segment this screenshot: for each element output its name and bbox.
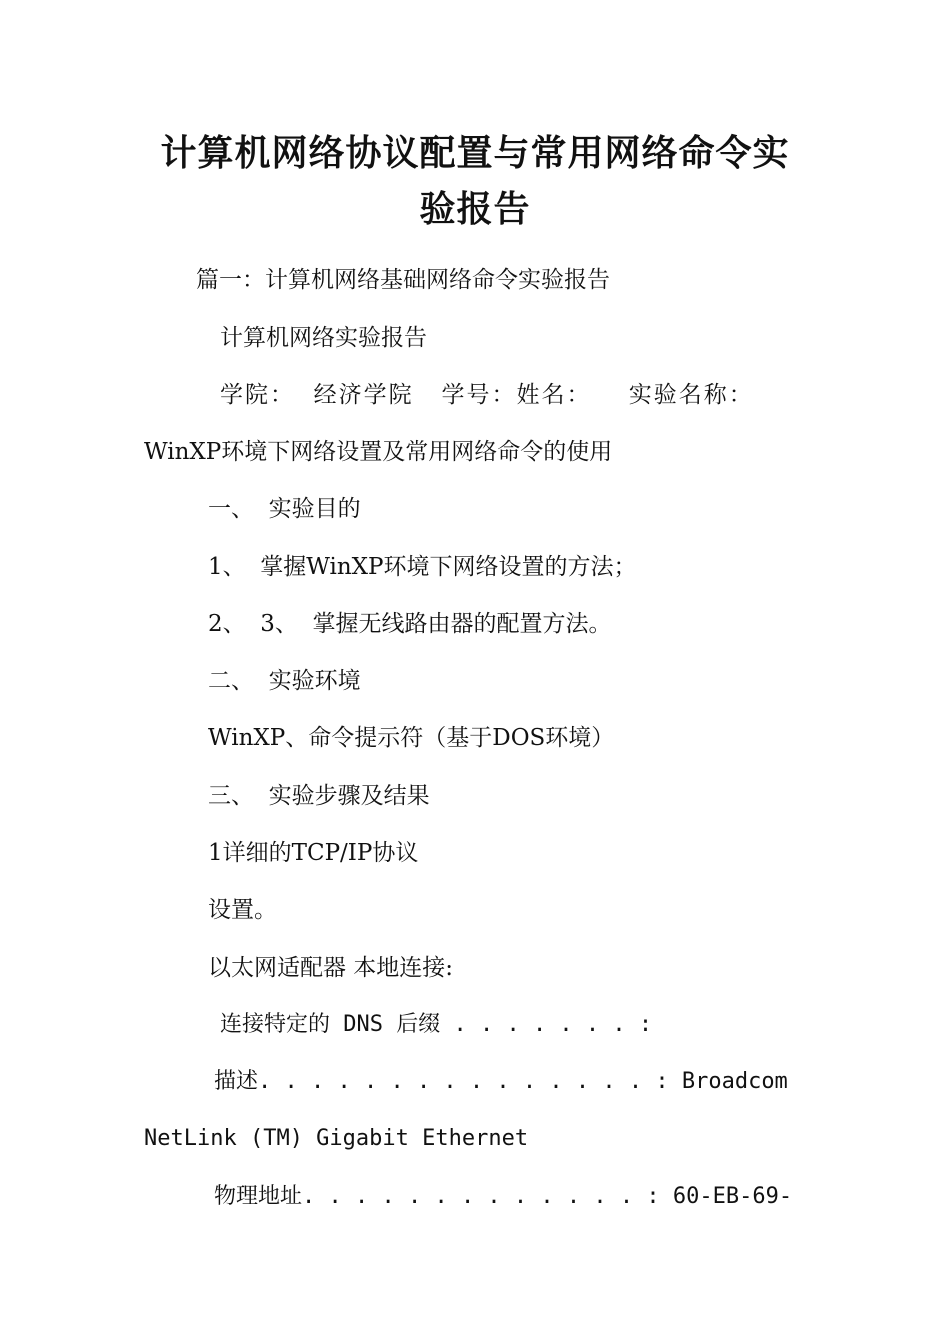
dns-suffix-line: 连接特定的 DNS 后缀 . . . . . . . : [220,1012,653,1037]
heading-steps: 三、 实验步骤及结果 [208,783,430,809]
experiment-name: WinXP环境下网络设置及常用网络命令的使用 [144,439,613,465]
description-line-cont: NetLink (TM) Gigabit Ethernet [144,1126,529,1151]
heading-environment: 二、 实验环境 [208,668,361,694]
purpose-item-2-3: 2、 3、 掌握无线路由器的配置方法。 [208,611,612,637]
purpose-item-1: 1、 掌握WinXP环境下网络设置的方法； [208,554,637,580]
adapter-heading: 以太网适配器 本地连接: [208,955,454,981]
document-title-line-1: 计算机网络协议配置与常用网络命令实 [160,133,790,174]
report-info-line: 学院： 经济学院 学号：姓名： 实验名称： [220,382,754,408]
environment-text: WinXP、命令提示符（基于DOS环境） [208,725,615,751]
step-1-text: 1详细的TCP/IP协议 [208,840,419,866]
step-1-text-cont: 设置。 [208,897,277,923]
physical-address-line: 物理地址. . . . . . . . . . . . . : 60-EB-69- [214,1184,793,1209]
heading-purpose: 一、 实验目的 [208,496,361,522]
description-line: 描述. . . . . . . . . . . . . . . : Broadcom [214,1069,788,1094]
section-heading: 篇一：计算机网络基础网络命令实验报告 [196,267,610,293]
document-title-line-2: 验报告 [419,189,531,230]
report-subtitle: 计算机网络实验报告 [220,325,427,351]
